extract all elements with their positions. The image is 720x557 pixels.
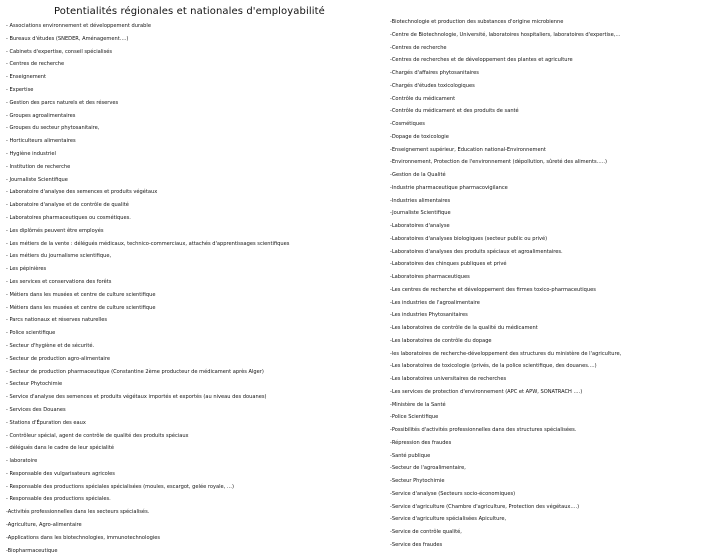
list-item: - Laboratoire d'analyse des semences et produits végétaux — [6, 189, 158, 196]
left-column-list — [6, 20, 374, 557]
list-item: -Environnement, Protection de l'environnement (dépollution, sûreté des aliments…..) — [390, 159, 607, 166]
list-item: - Laboratoires pharmaceutiques ou cosmétiques. — [6, 214, 131, 221]
list-item: - laboratoire — [6, 458, 38, 465]
list-item: -Chargés d'affaires phytosanitaires — [390, 70, 479, 76]
list-item: -Contrôle du médicament — [390, 95, 456, 102]
list-item: - Cabinets d'expertise, conseil spécialisés — [6, 48, 113, 55]
list-item: -Chargés d'études toxicologiques — [390, 82, 475, 89]
list-item: -Ministère de la Santé — [390, 401, 446, 408]
list-item: - Centres de recherche — [6, 61, 65, 68]
list-item: - Parcs nationaux et réserves naturelles — [6, 317, 108, 324]
list-item: -Industries alimentaires — [390, 197, 451, 204]
list-item: -Activités professionnelles dans les secteurs spécialisés. — [6, 509, 150, 516]
list-item: - Journaliste Scientifique — [6, 176, 68, 183]
list-item: -Service de contrôle qualité, — [390, 529, 462, 535]
list-item: -Les laboratoires de contrôle de la qualité du médicament — [390, 325, 538, 331]
list-item: - Bureaux d'études (SNEDER, Aménagement….) — [6, 35, 129, 42]
list-item: -Cosmétiques — [390, 121, 425, 127]
list-item: -Les industries Phytosanitaires — [390, 312, 468, 319]
list-item: - Métiers dans les musées et centre de culture scientifique — [6, 304, 156, 311]
list-item: -Laboratoires d'analyse — [390, 223, 450, 229]
list-item: - Les pépinières — [6, 266, 47, 273]
list-item: -Les services de protection d'environnement (APC et APW, SONATRACH ….) — [390, 388, 583, 395]
list-item: - Les diplômés peuvent être employés — [6, 227, 104, 234]
list-item: - Institution de recherche — [6, 163, 71, 170]
list-item: -Laboratoires des chinques publiques et privé — [390, 261, 507, 268]
list-item: - délégués dans le cadre de leur spécialité — [6, 445, 114, 452]
list-item: - Service d'analyse des semences et produits végétaux importés et exportés (au niveau des douanes) — [6, 394, 267, 401]
list-item: - Stations d'Épuration des eaux — [6, 419, 86, 426]
list-item: - Secteur Phytochimie — [6, 381, 63, 388]
list-item: -Secteur de l'agroalimentaire, — [390, 465, 466, 472]
list-item: -Contrôle du médicament et des produits de santé — [390, 108, 519, 115]
list-item: -Biotechnologie et production des substances d'origine microbienne — [390, 19, 564, 25]
list-item: -Les laboratoires universitaires de recherches — [390, 376, 507, 382]
list-item: -Service des fraudes — [390, 541, 443, 548]
list-item: -Les laboratoires de contrôle du dopage — [390, 337, 492, 344]
list-item: - Police scientifique — [6, 330, 56, 337]
list-item: - Responsable des productions spéciales spécialisées (moules, escargot, gelée royale, …) — [6, 483, 234, 490]
list-item: - Associations environnement et développement durable — [6, 23, 151, 29]
list-item: - Contrôleur spécial, agent de contrôle de qualité des produits spéciaux — [6, 432, 189, 439]
list-item: - Hygiène industriel — [6, 150, 56, 157]
list-item: -Centres de recherche — [390, 44, 447, 51]
list-item: -Laboratoires d'analyses des produits spéciaux et agroalimentaires. — [390, 248, 563, 255]
list-item: -Police Scientifique — [390, 414, 439, 421]
list-item: - Laboratoire d'analyse et de contrôle de qualité — [6, 202, 129, 209]
list-item: -Répression des fraudes — [390, 439, 452, 446]
list-item: - Secteur d'hygiène et de sécurité. — [6, 342, 95, 349]
list-item: -Biopharmaceutique — [6, 547, 58, 554]
list-item: - Les métiers du journalisme scientifique, — [6, 253, 112, 260]
list-item: -Laboratoires pharmaceutiques — [390, 274, 470, 280]
list-item: -Journaliste Scientifique — [390, 210, 451, 217]
list-item: -Centres de recherches et de développement des plantes et agriculture — [390, 57, 573, 64]
list-item: - Secteur de production pharmaceutique (Constantine 2ème producteur de médicament après Alger) — [6, 368, 264, 375]
list-item: -Centre de Biotechnologie, Université, laboratoires hospitaliers, laboratoires d'expertise,… — [390, 31, 621, 38]
list-item: -Agriculture, Agro-alimentaire — [6, 522, 82, 529]
list-item: -Possibilités d'activités professionnelles dans des structures spécialisées. — [390, 427, 577, 433]
list-item: -Les laboratoires de toxicologie (privés, de la police scientifique, des douanes….) — [390, 363, 597, 370]
list-item: -Les industries de l'agroalimentaire — [390, 299, 480, 306]
list-item: - Métiers dans les musées et centre de culture scientifique — [6, 291, 156, 298]
list-item: -Applications dans les biotechnologies, immunotechnologies — [6, 534, 160, 541]
list-item: - Enseignement — [6, 74, 47, 81]
right-column-list — [390, 16, 716, 552]
list-item: - Les services et conservations des forêts — [6, 278, 112, 285]
list-item: - Responsable des productions spéciales. — [6, 496, 111, 503]
list-item: -Industrie pharmaceutique pharmacovigilance — [390, 184, 508, 191]
list-item: -Service d'analyse (Secteurs socio-économiques) — [390, 490, 516, 497]
list-item: -Laboratoires d'analyses biologiques (secteur public ou privé) — [390, 235, 548, 242]
list-item: -Gestion de la Qualité — [390, 172, 446, 178]
page-title: Potentialités régionales et nationales d'employabilité — [54, 6, 325, 17]
list-item: -Santé publique — [390, 452, 431, 459]
list-item: - Groupes du secteur phytosanitaire, — [6, 125, 100, 132]
list-item: - Horticulteurs alimentaires — [6, 138, 76, 145]
list-item: -Enseignement supérieur, Education national-Environnement — [390, 146, 546, 153]
list-item: -Secteur Phytochimie — [390, 478, 445, 484]
list-item: -Dopage de toxicologie — [390, 133, 449, 140]
list-item: - Groupes agroalimentaires — [6, 112, 76, 119]
list-item: - Secteur de production agro-alimentaire — [6, 355, 110, 362]
list-item: -les laboratoires de recherche-développement des structures du ministère de l'agriculture, — [390, 350, 622, 357]
list-item: - Les métiers de la vente : délégués médicaux, technico-commerciaux, attachés d'apprentissages scientifiques — [6, 240, 290, 247]
list-item: - Services des Douanes — [6, 406, 66, 413]
list-item: - Gestion des parcs naturels et des réserves — [6, 99, 119, 106]
list-item: -Service d'agriculture spécialisées Apiculture, — [390, 516, 507, 523]
list-item: - Expertise — [6, 86, 34, 93]
list-item: - Responsable des vulgarisateurs agricoles — [6, 470, 115, 477]
list-item: -Les centres de recherche et développement des firmes toxico-pharmaceutiques — [390, 286, 596, 293]
list-item: -Service d'agriculture (Chambre d'agriculture, Protection des végétaux….) — [390, 503, 580, 510]
